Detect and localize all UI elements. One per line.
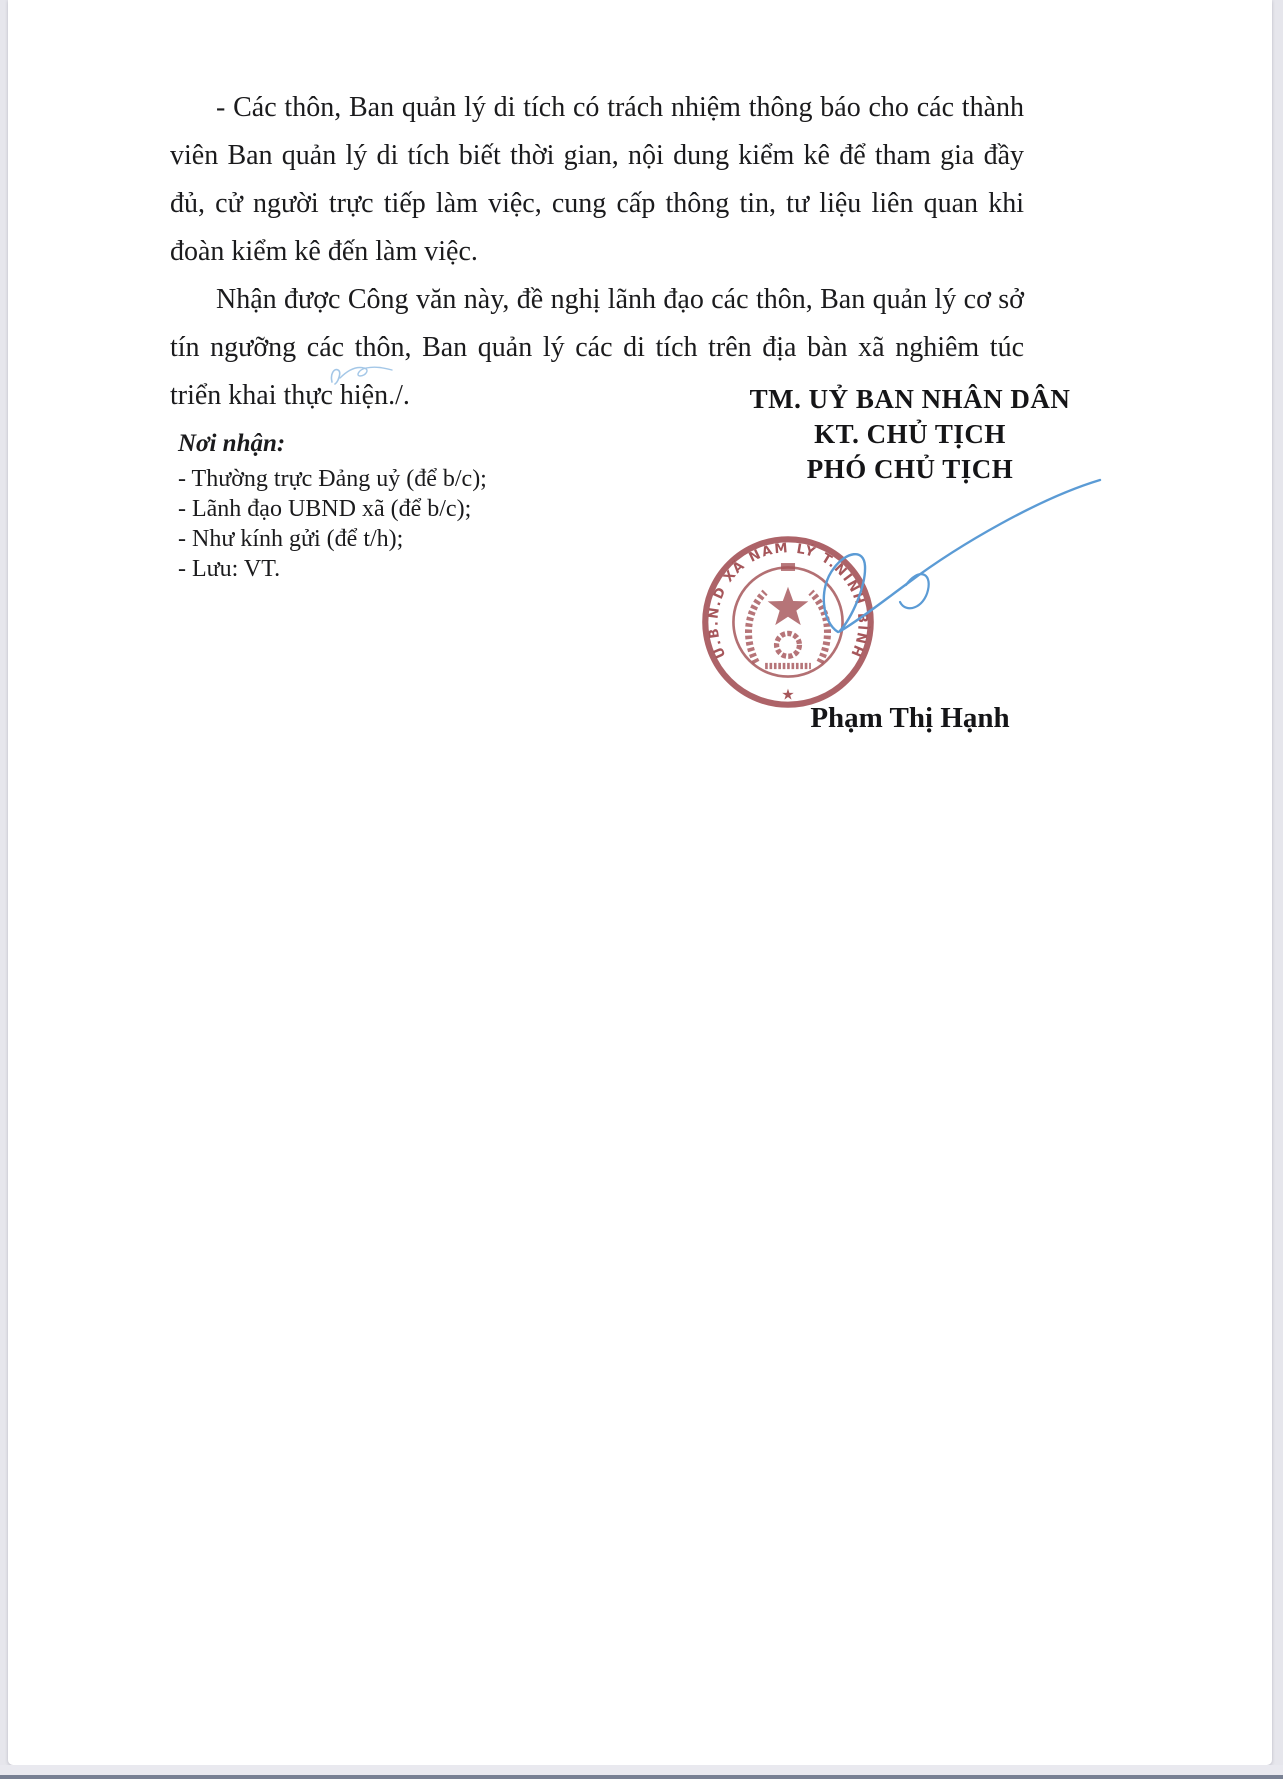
paragraph-responsibility: - Các thôn, Ban quản lý di tích có trách nhiệm thông báo cho các thành viên Ban quản lý di tích biết thời gian, nội dung kiểm kê để tham gia đầy đủ, cử người trực tiếp làm việc, cung cấp thông tin, tư liệu liên quan khi đoàn kiểm kê đến làm việc.: [170, 92, 1024, 267]
recipients-list: [178, 464, 598, 584]
signature-stroke-icon: [808, 470, 1118, 660]
signer-name: Phạm Thị Hạnh: [810, 702, 1010, 734]
bottom-chrome-line: [0, 1775, 1283, 1779]
recipient-item: - Như kính gửi (để t/h);: [178, 526, 404, 552]
signer-title-line: PHÓ CHỦ TỊCH: [806, 454, 1014, 484]
seal-ring-text: U.B.N.D XÃ NAM LÝ T.NINH BÌNH: [706, 541, 870, 661]
paragraph-closing: Nhận được Công văn này, đề nghị lãnh đạo các thôn, Ban quản lý cơ sở tín ngưỡng các thôn, Ban quản lý các di tích trên địa bàn xã nghiêm túc triển khai thực hiện./.: [170, 284, 1024, 411]
recipients-title: Nơi nhận:: [178, 430, 286, 457]
on-behalf-line: KT. CHỦ TỊCH: [814, 419, 1006, 449]
letter-body: [170, 84, 1024, 420]
recipients-block: [178, 430, 598, 584]
recipient-item: - Lưu: VT.: [178, 556, 281, 582]
recipient-item: - Thường trực Đảng uỷ (để b/c);: [178, 466, 487, 492]
recipient-item: - Lãnh đạo UBND xã (để b/c);: [178, 496, 472, 522]
authority-line: TM. UỶ BAN NHÂN DÂN: [749, 384, 1071, 414]
seal-star: ★: [781, 687, 795, 704]
initials-mark-icon: [326, 358, 398, 392]
document-page: [8, 0, 1272, 1765]
